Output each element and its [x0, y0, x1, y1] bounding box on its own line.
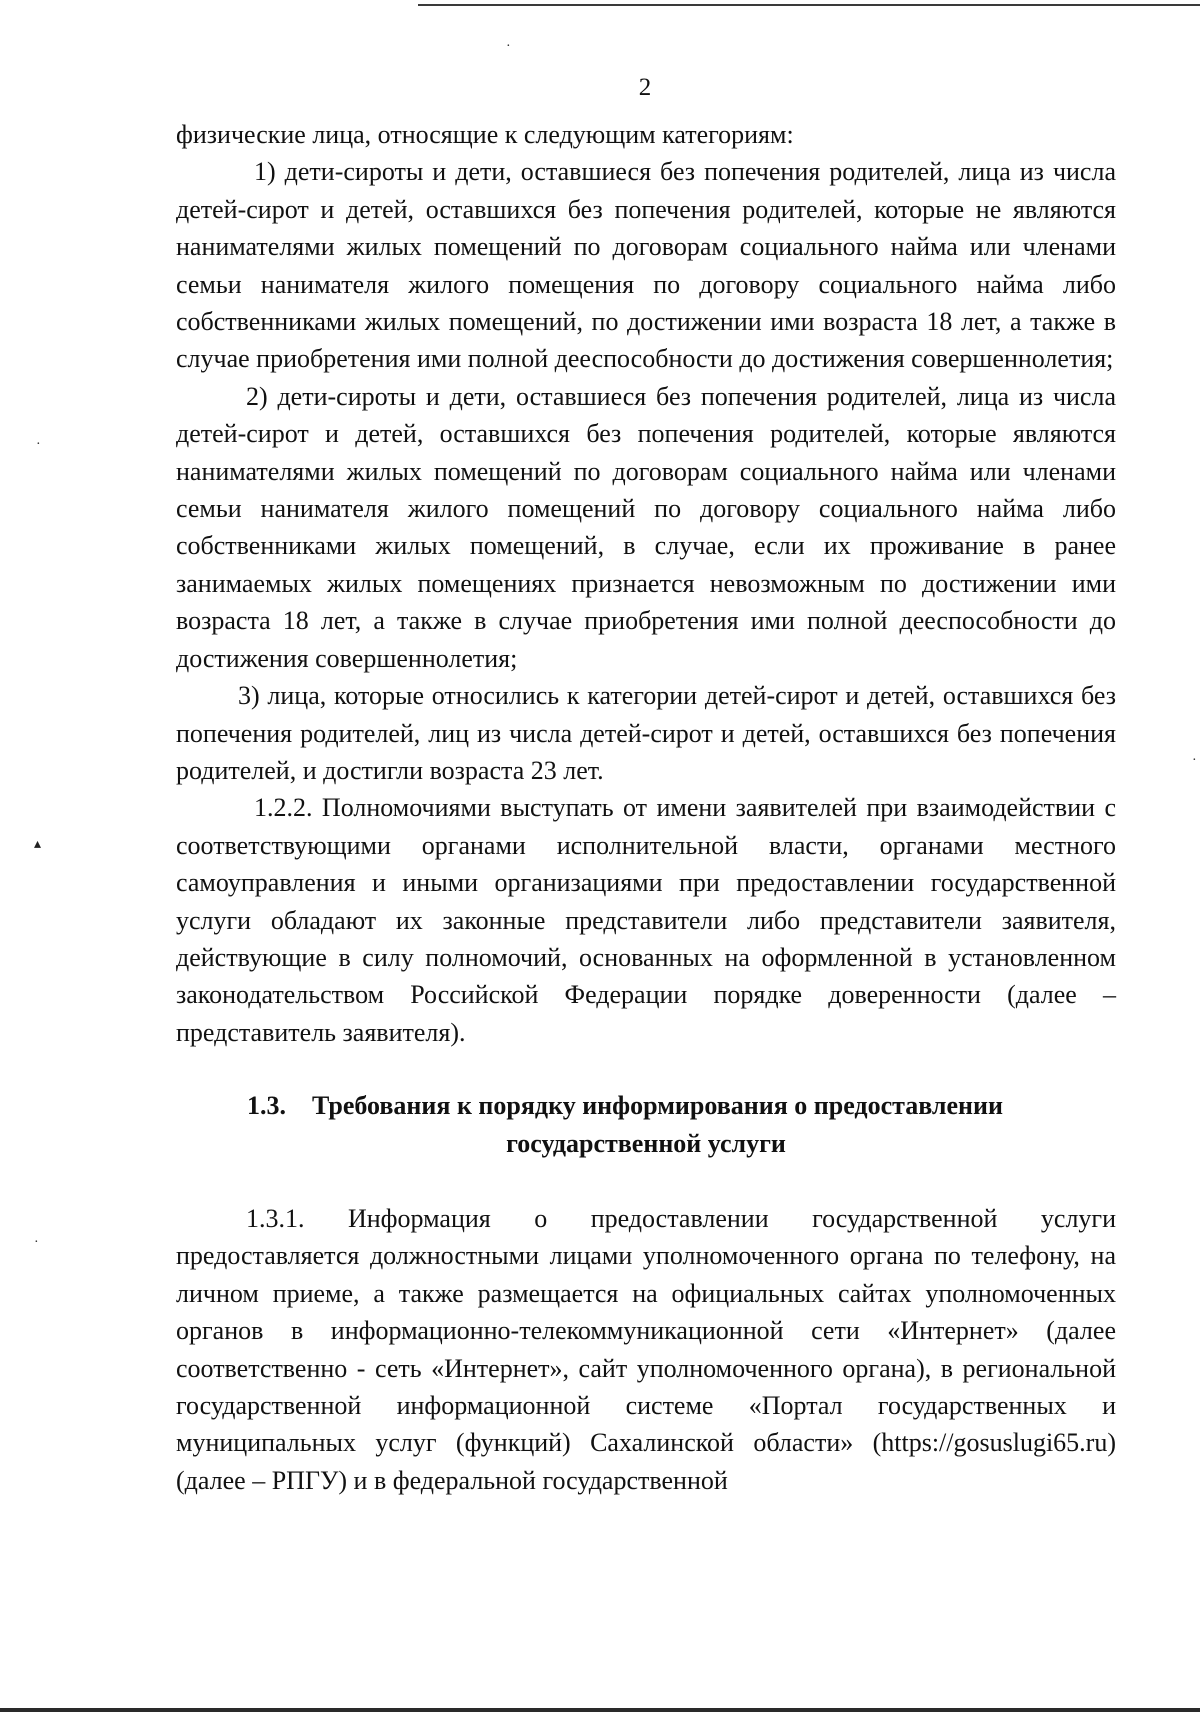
section-heading-title: Требования к порядку информирования о предоставлении	[312, 1091, 1003, 1121]
scan-speck: ·	[506, 39, 511, 54]
clause-1-3-1: 1.3.1. Информация о предоставлении государственной услуги предоставляется должностными лицами уполномоченного органа по телефону, на личном приеме, а также размещается на официальных сайтах уполномоченных органов в информационно-телекоммуникационной сети «Интернет» (далее соответственно - сеть «Интернет», сайт уполномоченного органа), в региональной государственной информационной системе «Портал государственных и муниципальных услуг (функций) Сахалинской области» (https://gosuslugi65.ru) (далее – РПГУ) и в федеральной государственной	[176, 1203, 1116, 1495]
list-item-2: 2) дети-сироты и дети, оставшиеся без попечения родителей, лица из числа детей-сирот и детей, оставшихся без попечения родителей, которые являются нанимателями жилых помещений по договорам социального найма или членами семьи нанимателя жилого помещений по договору социального найма либо собственниками жилых помещений, в случае, если их проживание в ранее занимаемых жилых помещениях признается невозможным по достижении ими возраста 18 лет, а также в случае приобретения ими полной дееспособности до достижения совершеннолетия;	[176, 381, 1116, 673]
scan-speck: ·	[1192, 753, 1197, 768]
scan-speck: ·	[34, 1235, 39, 1250]
scan-edge-bottom	[0, 1708, 1200, 1712]
list-item-1: 1) дети-сироты и дети, оставшиеся без попечения родителей, лица из числа детей-сирот и детей, оставшихся без попечения родителей, которые не являются нанимателями жилых помещений по договорам социального найма или членами семьи нанимателя жилого помещения по договору социального найма либо собственниками жилых помещений, по достижении ими возраста 18 лет, а также в случае приобретения ими полной дееспособности до достижения совершеннолетия;	[176, 157, 1116, 374]
section-heading	[176, 1087, 1116, 1162]
section-heading-line-1	[176, 1087, 1116, 1124]
intro-paragraph: физические лица, относящие к следующим категориям:	[176, 120, 794, 149]
scan-edge-top	[418, 4, 1200, 6]
list-item-3: 3) лица, которые относились к категории детей-сирот и детей, оставшихся без попечения родителей, лиц из числа детей-сирот и детей, оставшихся без попечения родителей, и достигли возраста 23 лет.	[176, 681, 1116, 785]
document-body	[176, 116, 1116, 1499]
scan-speck: ▴	[34, 837, 42, 852]
page-number: 2	[638, 74, 652, 101]
section-heading-line-2: государственной услуги	[506, 1128, 786, 1158]
scan-speck: ·	[36, 437, 41, 452]
clause-1-2-2: 1.2.2. Полномочиями выступать от имени заявителей при взаимодействии с соответствующими органами исполнительной власти, органами местного самоуправления и иными организациями при предоставлении государственной услуги обладают их законные представители либо представители заявителя, действующие в силу полномочий, основанных на оформленной в установленном законодательством Российской Федерации порядке доверенности (далее – представитель заявителя).	[176, 793, 1116, 1047]
section-heading-number: 1.3.	[247, 1091, 287, 1121]
